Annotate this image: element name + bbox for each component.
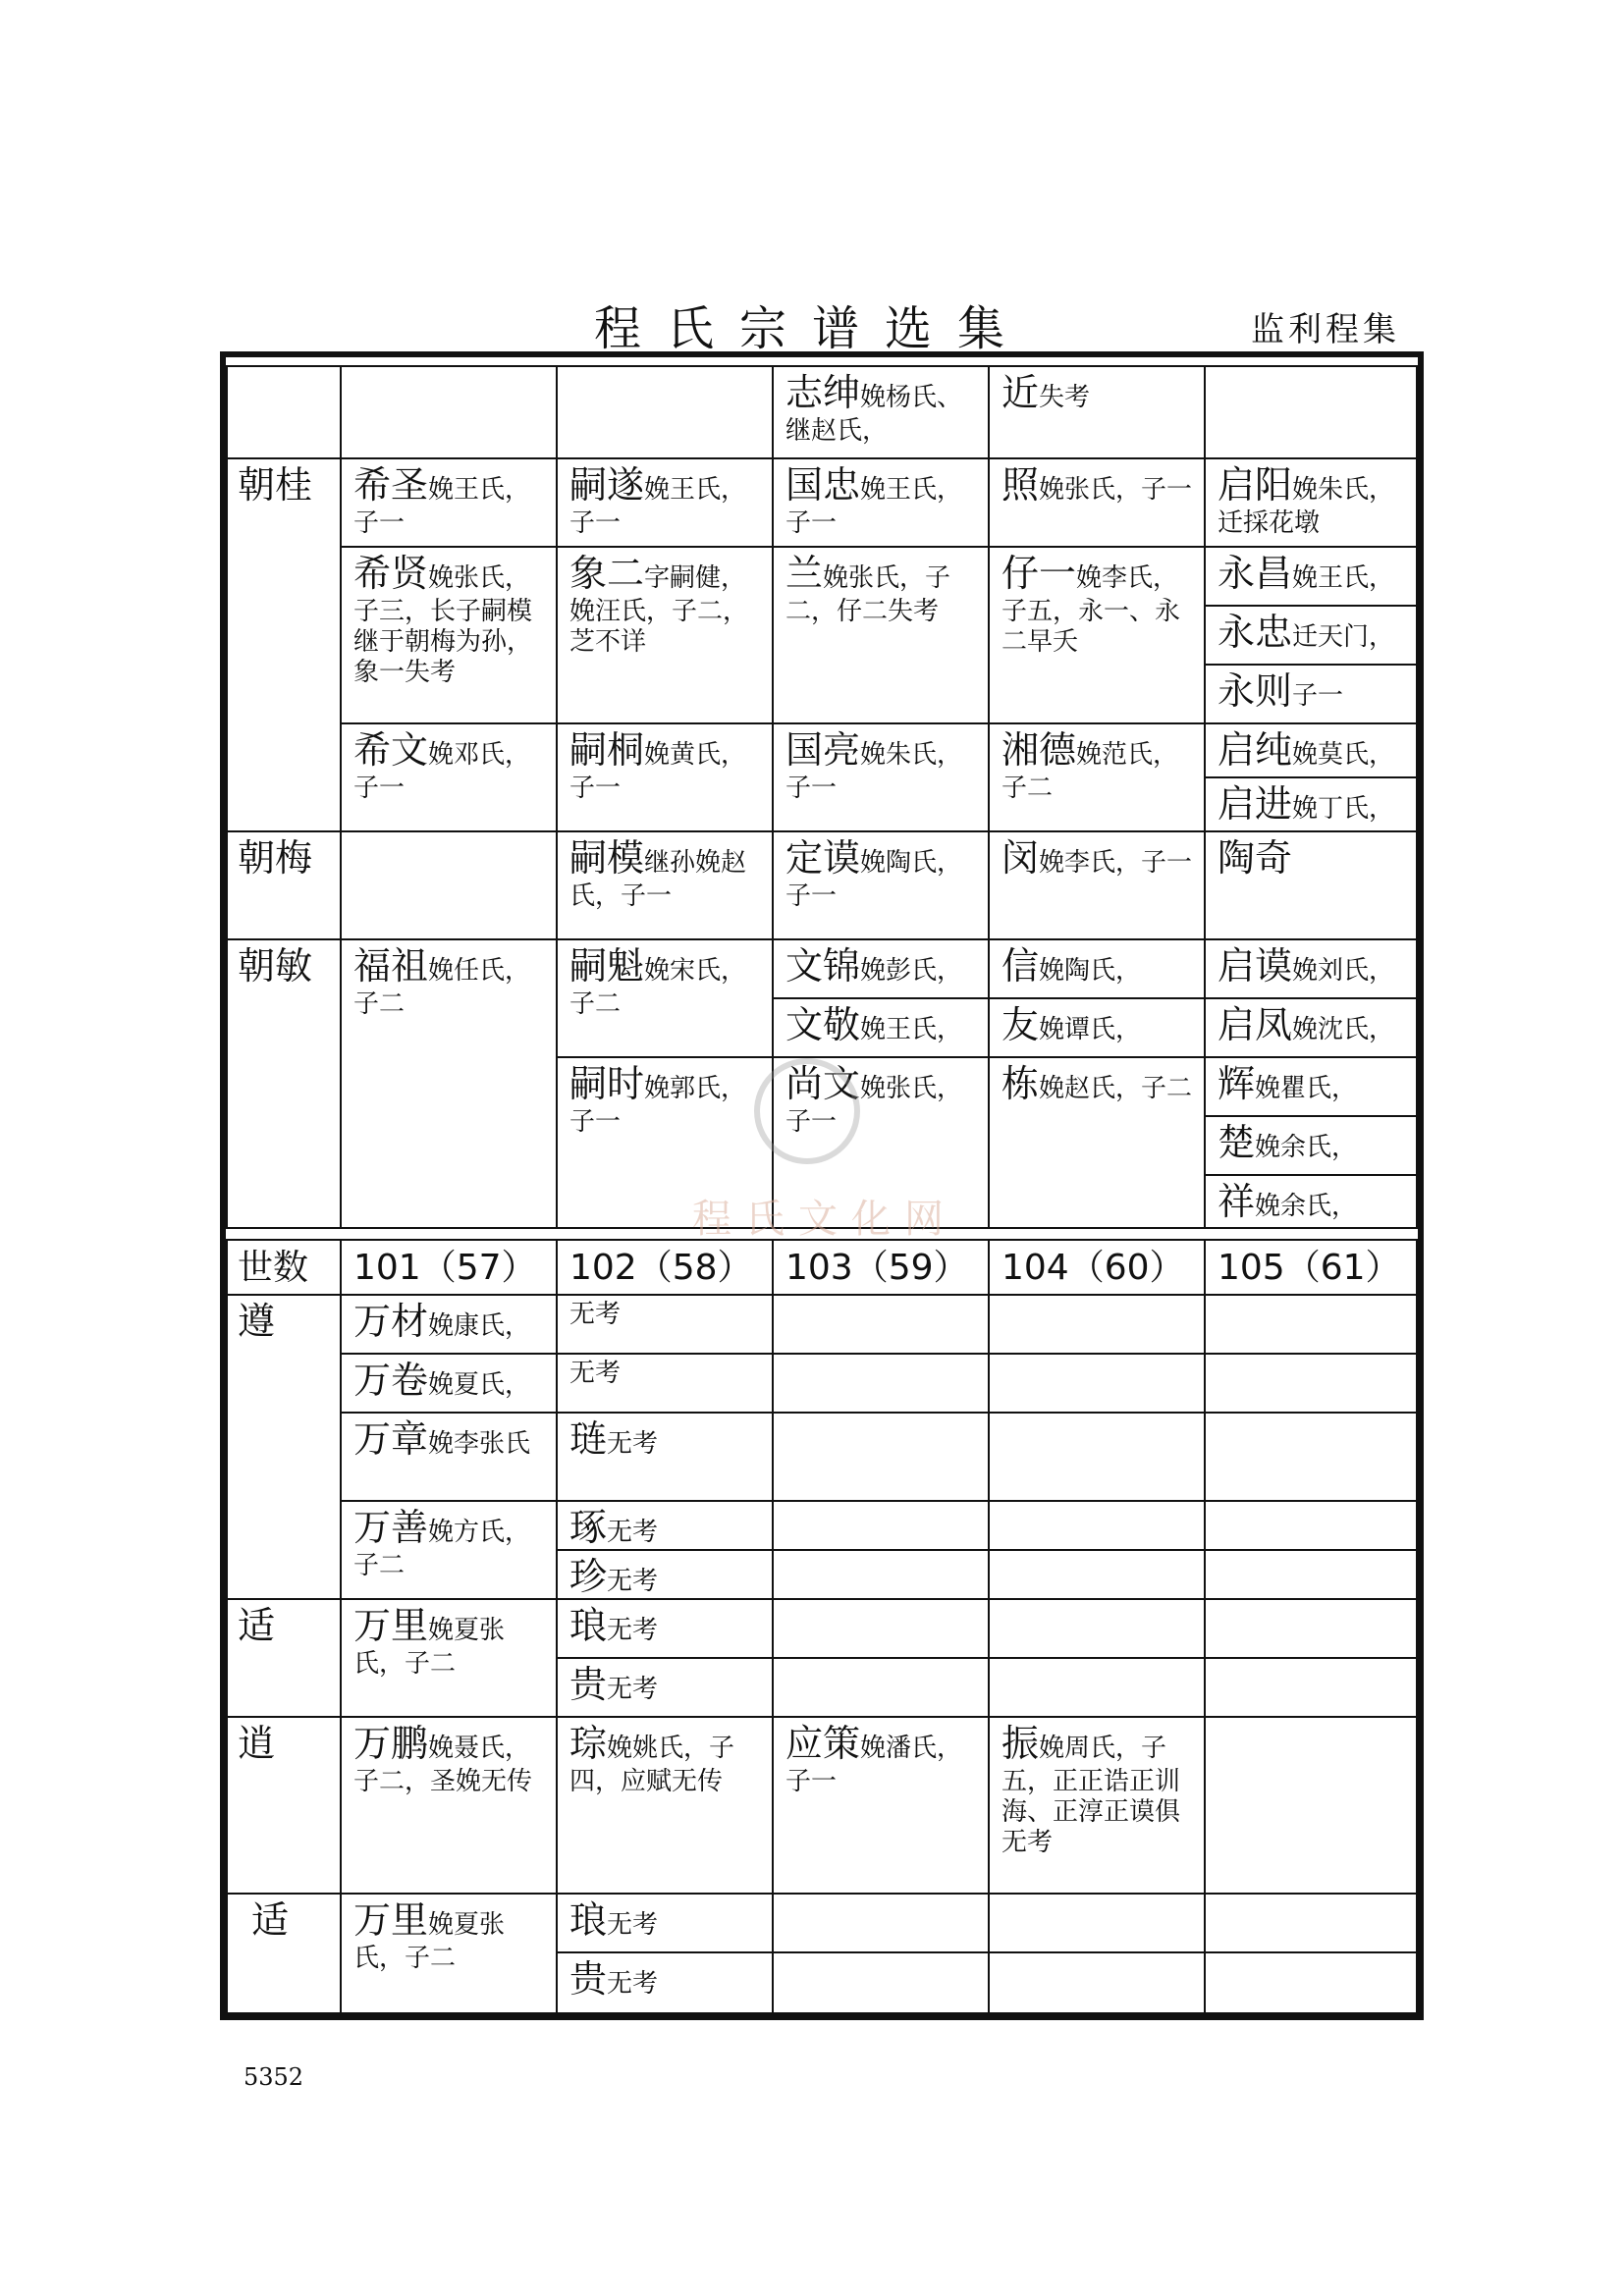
person-name: 万材	[353, 1300, 429, 1343]
person-note: 娩王氏，	[1292, 563, 1395, 593]
person-note: 无考	[607, 1567, 659, 1596]
person-name: 启谟	[1218, 944, 1293, 988]
branch-label-shi-2: 适	[251, 1898, 290, 1942]
person-note: 娩王氏，子一	[569, 475, 747, 538]
person-note: 娩张氏，子一	[1039, 475, 1193, 505]
person-note: 无考	[569, 1359, 622, 1388]
cell-hui	[1208, 1058, 1420, 1111]
header-gen-102: 102（58）	[569, 1248, 753, 1288]
person-note: 娩赵氏，子二	[1039, 1074, 1193, 1103]
branch-label-chaogui: 朝桂	[238, 463, 313, 507]
person-note: 迁天门，	[1292, 622, 1395, 652]
person-name: 近	[1001, 371, 1040, 414]
person-note: 娩姚氏，子四，应赋无传	[569, 1734, 735, 1796]
person-note: 娩夏张氏，子二	[353, 1910, 506, 1973]
cell-dingmo	[776, 832, 988, 916]
person-note: 娩方氏，子二	[353, 1518, 531, 1580]
person-note: 娩李张氏	[428, 1429, 531, 1459]
cell-qiyang	[1208, 459, 1420, 543]
person-note: 娩夏氏，	[428, 1370, 531, 1400]
person-name: 万善	[353, 1506, 429, 1549]
cell-gui-2	[560, 1953, 772, 2006]
cell-ziyi	[992, 548, 1204, 662]
person-name: 启进	[1218, 782, 1293, 826]
cell-zhishen	[776, 367, 988, 451]
person-name: 尚文	[785, 1062, 861, 1105]
person-note: 娩王氏，子一	[785, 475, 963, 538]
cell-xisheng	[344, 459, 556, 543]
person-name: 琏	[569, 1417, 608, 1461]
person-name: 万鹏	[353, 1722, 429, 1765]
cell-qimo	[1208, 940, 1420, 993]
book-subtitle: 监利程集	[1251, 310, 1400, 349]
person-note: 娩陶氏，	[1039, 956, 1142, 986]
cell-wanli	[344, 1600, 556, 1683]
person-name: 湘德	[1001, 728, 1077, 772]
branch-label-chaomin: 朝敏	[238, 944, 313, 988]
person-note: 娩康氏，	[428, 1311, 531, 1341]
genealogy-table-frame	[220, 351, 1424, 2020]
person-note: 无考	[607, 1616, 659, 1645]
cell-wanzhang	[344, 1414, 556, 1467]
person-name: 嗣遂	[569, 463, 645, 507]
person-name: 永昌	[1218, 552, 1293, 595]
person-name: 楚	[1218, 1121, 1256, 1164]
cell-qifeng	[1208, 999, 1420, 1052]
person-note: 娩刘氏，	[1292, 956, 1395, 986]
person-note: 娩莫氏，	[1292, 740, 1395, 770]
person-note: 娩余氏，	[1255, 1192, 1358, 1221]
cell-yongchang	[1208, 548, 1420, 601]
person-note: 娩范氏，子二	[1001, 740, 1179, 803]
cell-wenjin	[776, 940, 988, 993]
person-note: 字嗣健，娩汪氏，子二，芝不详	[569, 563, 749, 657]
header-gen-101: 101（57）	[353, 1248, 537, 1288]
cell-zhao	[992, 459, 1204, 512]
person-note: 娩陶氏，子一	[785, 848, 963, 911]
cell-wukao-1	[560, 1296, 772, 1334]
person-note: 娩邓氏，子一	[353, 740, 531, 803]
cell-sishi	[560, 1058, 772, 1142]
person-name: 闵	[1001, 836, 1040, 880]
cell-cong	[560, 1718, 772, 1801]
branch-label-chaomei: 朝梅	[238, 836, 313, 880]
person-note: 无考	[607, 1429, 659, 1459]
cell-wanjuan	[344, 1355, 556, 1408]
person-name: 栋	[1001, 1062, 1040, 1105]
lower-genealogy-section	[226, 1239, 1418, 2014]
branch-label-zun: 遵	[238, 1300, 276, 1343]
person-name: 辉	[1218, 1062, 1256, 1105]
cell-xianger	[560, 548, 772, 662]
person-name: 珍	[569, 1555, 608, 1598]
person-name: 嗣模	[569, 836, 645, 880]
cell-simo	[560, 832, 772, 916]
person-note: 无考	[607, 1518, 659, 1547]
person-name: 希贤	[353, 552, 429, 595]
cell-wanli-2	[344, 1895, 556, 1978]
person-note: 娩彭氏，	[860, 956, 963, 986]
person-name: 希圣	[353, 463, 429, 507]
page-title: 程氏宗谱选集	[593, 301, 1030, 356]
cell-qichun	[1208, 724, 1420, 777]
person-name: 定谟	[785, 836, 861, 880]
person-name: 文敬	[785, 1003, 861, 1046]
person-note: 无考	[607, 1910, 659, 1940]
cell-min	[992, 832, 1204, 885]
cell-xiangde	[992, 724, 1204, 808]
person-name: 琅	[569, 1604, 608, 1647]
person-note: 娩朱氏，迁採花墩	[1218, 475, 1395, 538]
page-number: 5352	[244, 2063, 304, 2091]
cell-qijin	[1208, 778, 1420, 831]
person-note: 娩周氏，子五，正正诰正训海、正淳正谟俱无考	[1001, 1734, 1181, 1857]
person-name: 国亮	[785, 728, 861, 772]
person-name: 万章	[353, 1417, 429, 1461]
person-name: 友	[1001, 1003, 1040, 1046]
person-note: 娩任氏，子二	[353, 956, 531, 1019]
person-note: 娩沈氏，	[1292, 1015, 1395, 1044]
person-name: 万里	[353, 1898, 429, 1942]
person-note: 无考	[607, 1969, 659, 1999]
person-name: 兰	[785, 552, 824, 595]
cell-lang-2	[560, 1895, 772, 1948]
person-name: 启纯	[1218, 728, 1293, 772]
person-name: 启凤	[1218, 1003, 1293, 1046]
cell-wanshan	[344, 1502, 556, 1585]
person-name: 嗣桐	[569, 728, 645, 772]
person-name: 万卷	[353, 1359, 429, 1402]
cheng-seal-watermark	[754, 1058, 860, 1164]
cell-wukao-2	[560, 1355, 772, 1393]
cell-yongzhong	[1208, 607, 1420, 660]
person-note: 娩王氏，	[860, 1015, 963, 1044]
branch-label-xiao: 逍	[238, 1722, 276, 1765]
cell-jin	[992, 367, 1204, 420]
person-note: 娩郭氏，子一	[569, 1074, 747, 1137]
header-generation: 世数	[238, 1248, 309, 1288]
cell-guoliang	[776, 724, 988, 808]
person-name: 琅	[569, 1898, 608, 1942]
person-note: 无考	[607, 1675, 659, 1704]
person-note: 娩谭氏，	[1039, 1015, 1142, 1044]
cell-xixian	[344, 548, 556, 692]
cell-lian	[560, 1414, 772, 1467]
cell-zhuo	[560, 1502, 772, 1555]
person-name: 志绅	[785, 371, 861, 414]
person-note: 娩宋氏，子二	[569, 956, 747, 1019]
person-note: 娩瞿氏，	[1255, 1074, 1358, 1103]
person-name: 永忠	[1218, 611, 1293, 654]
cell-wanpeng	[344, 1718, 556, 1801]
person-note: 娩丁氏，	[1292, 794, 1395, 824]
person-name: 启阳	[1218, 463, 1293, 507]
cell-chu	[1208, 1117, 1420, 1170]
cell-fuzu	[344, 940, 556, 1024]
person-note: 娩王氏，子一	[353, 475, 531, 538]
person-name: 象二	[569, 552, 645, 595]
cell-zhenwu	[992, 1718, 1204, 1862]
person-note: 娩聂氏，子二，圣娩无传	[353, 1734, 533, 1796]
cell-yingce	[776, 1718, 988, 1801]
person-note: 无考	[569, 1300, 622, 1329]
person-note: 娩李氏，子一	[1039, 848, 1193, 878]
person-name: 照	[1001, 463, 1040, 507]
person-name: 万里	[353, 1604, 429, 1647]
cell-wancai	[344, 1296, 556, 1349]
person-name: 文锦	[785, 944, 861, 988]
cell-zhen	[560, 1551, 772, 1604]
branch-label-shi: 适	[238, 1604, 276, 1647]
person-note: 娩夏张氏，子二	[353, 1616, 506, 1679]
person-note: 娩张氏，子一	[785, 1074, 963, 1137]
person-note: 娩张氏，子三，长子嗣模继于朝梅为孙，象一失考	[353, 563, 533, 687]
person-note: 子一	[1292, 681, 1344, 711]
cell-lan	[776, 548, 988, 631]
cell-sikui	[560, 940, 772, 1024]
person-name: 福祖	[353, 944, 429, 988]
header-gen-104: 104（60）	[1001, 1248, 1185, 1288]
cell-guozhong	[776, 459, 988, 543]
person-note: 继孙娩赵氏，子一	[569, 848, 747, 911]
person-name: 永则	[1218, 669, 1293, 713]
cell-gui	[560, 1659, 772, 1712]
cell-yongze	[1208, 666, 1420, 719]
cell-sitong	[560, 724, 772, 808]
cell-lang	[560, 1600, 772, 1653]
person-name: 希文	[353, 728, 429, 772]
person-name: 信	[1001, 944, 1040, 988]
person-name: 陶奇	[1218, 836, 1293, 880]
person-name: 琢	[569, 1506, 608, 1549]
cell-xin	[992, 940, 1204, 993]
person-name: 嗣魁	[569, 944, 645, 988]
person-name: 应策	[785, 1722, 861, 1765]
person-name: 琮	[569, 1722, 608, 1765]
person-name: 贵	[569, 1663, 608, 1706]
person-name: 嗣时	[569, 1062, 645, 1105]
cell-you	[992, 999, 1204, 1052]
cell-wenjing	[776, 999, 988, 1052]
person-name: 振	[1001, 1722, 1040, 1765]
person-note: 娩余氏，	[1255, 1133, 1358, 1162]
cell-taoqi	[1208, 832, 1420, 885]
cell-xiang	[1208, 1176, 1420, 1229]
site-watermark: 程氏文化网	[692, 1197, 957, 1242]
cell-xiwen	[344, 724, 556, 808]
person-note: 娩黄氏，子一	[569, 740, 747, 803]
header-gen-105: 105（61）	[1218, 1248, 1401, 1288]
cell-sisui	[560, 459, 772, 543]
person-name: 贵	[569, 1957, 608, 2001]
person-note: 娩潘氏，子一	[785, 1734, 963, 1796]
person-name: 仔一	[1001, 552, 1077, 595]
person-note: 娩张氏，子二，仔二失考	[785, 563, 951, 626]
person-note: 娩李氏，子五，永一、永二早夭	[1001, 563, 1181, 657]
person-note: 娩朱氏，子一	[785, 740, 963, 803]
person-note: 娩杨氏、继赵氏，	[785, 383, 963, 446]
person-note: 失考	[1039, 383, 1091, 412]
cell-dong	[992, 1058, 1204, 1111]
header-gen-103: 103（59）	[785, 1248, 969, 1288]
person-name: 国忠	[785, 463, 861, 507]
person-name: 祥	[1218, 1180, 1256, 1223]
